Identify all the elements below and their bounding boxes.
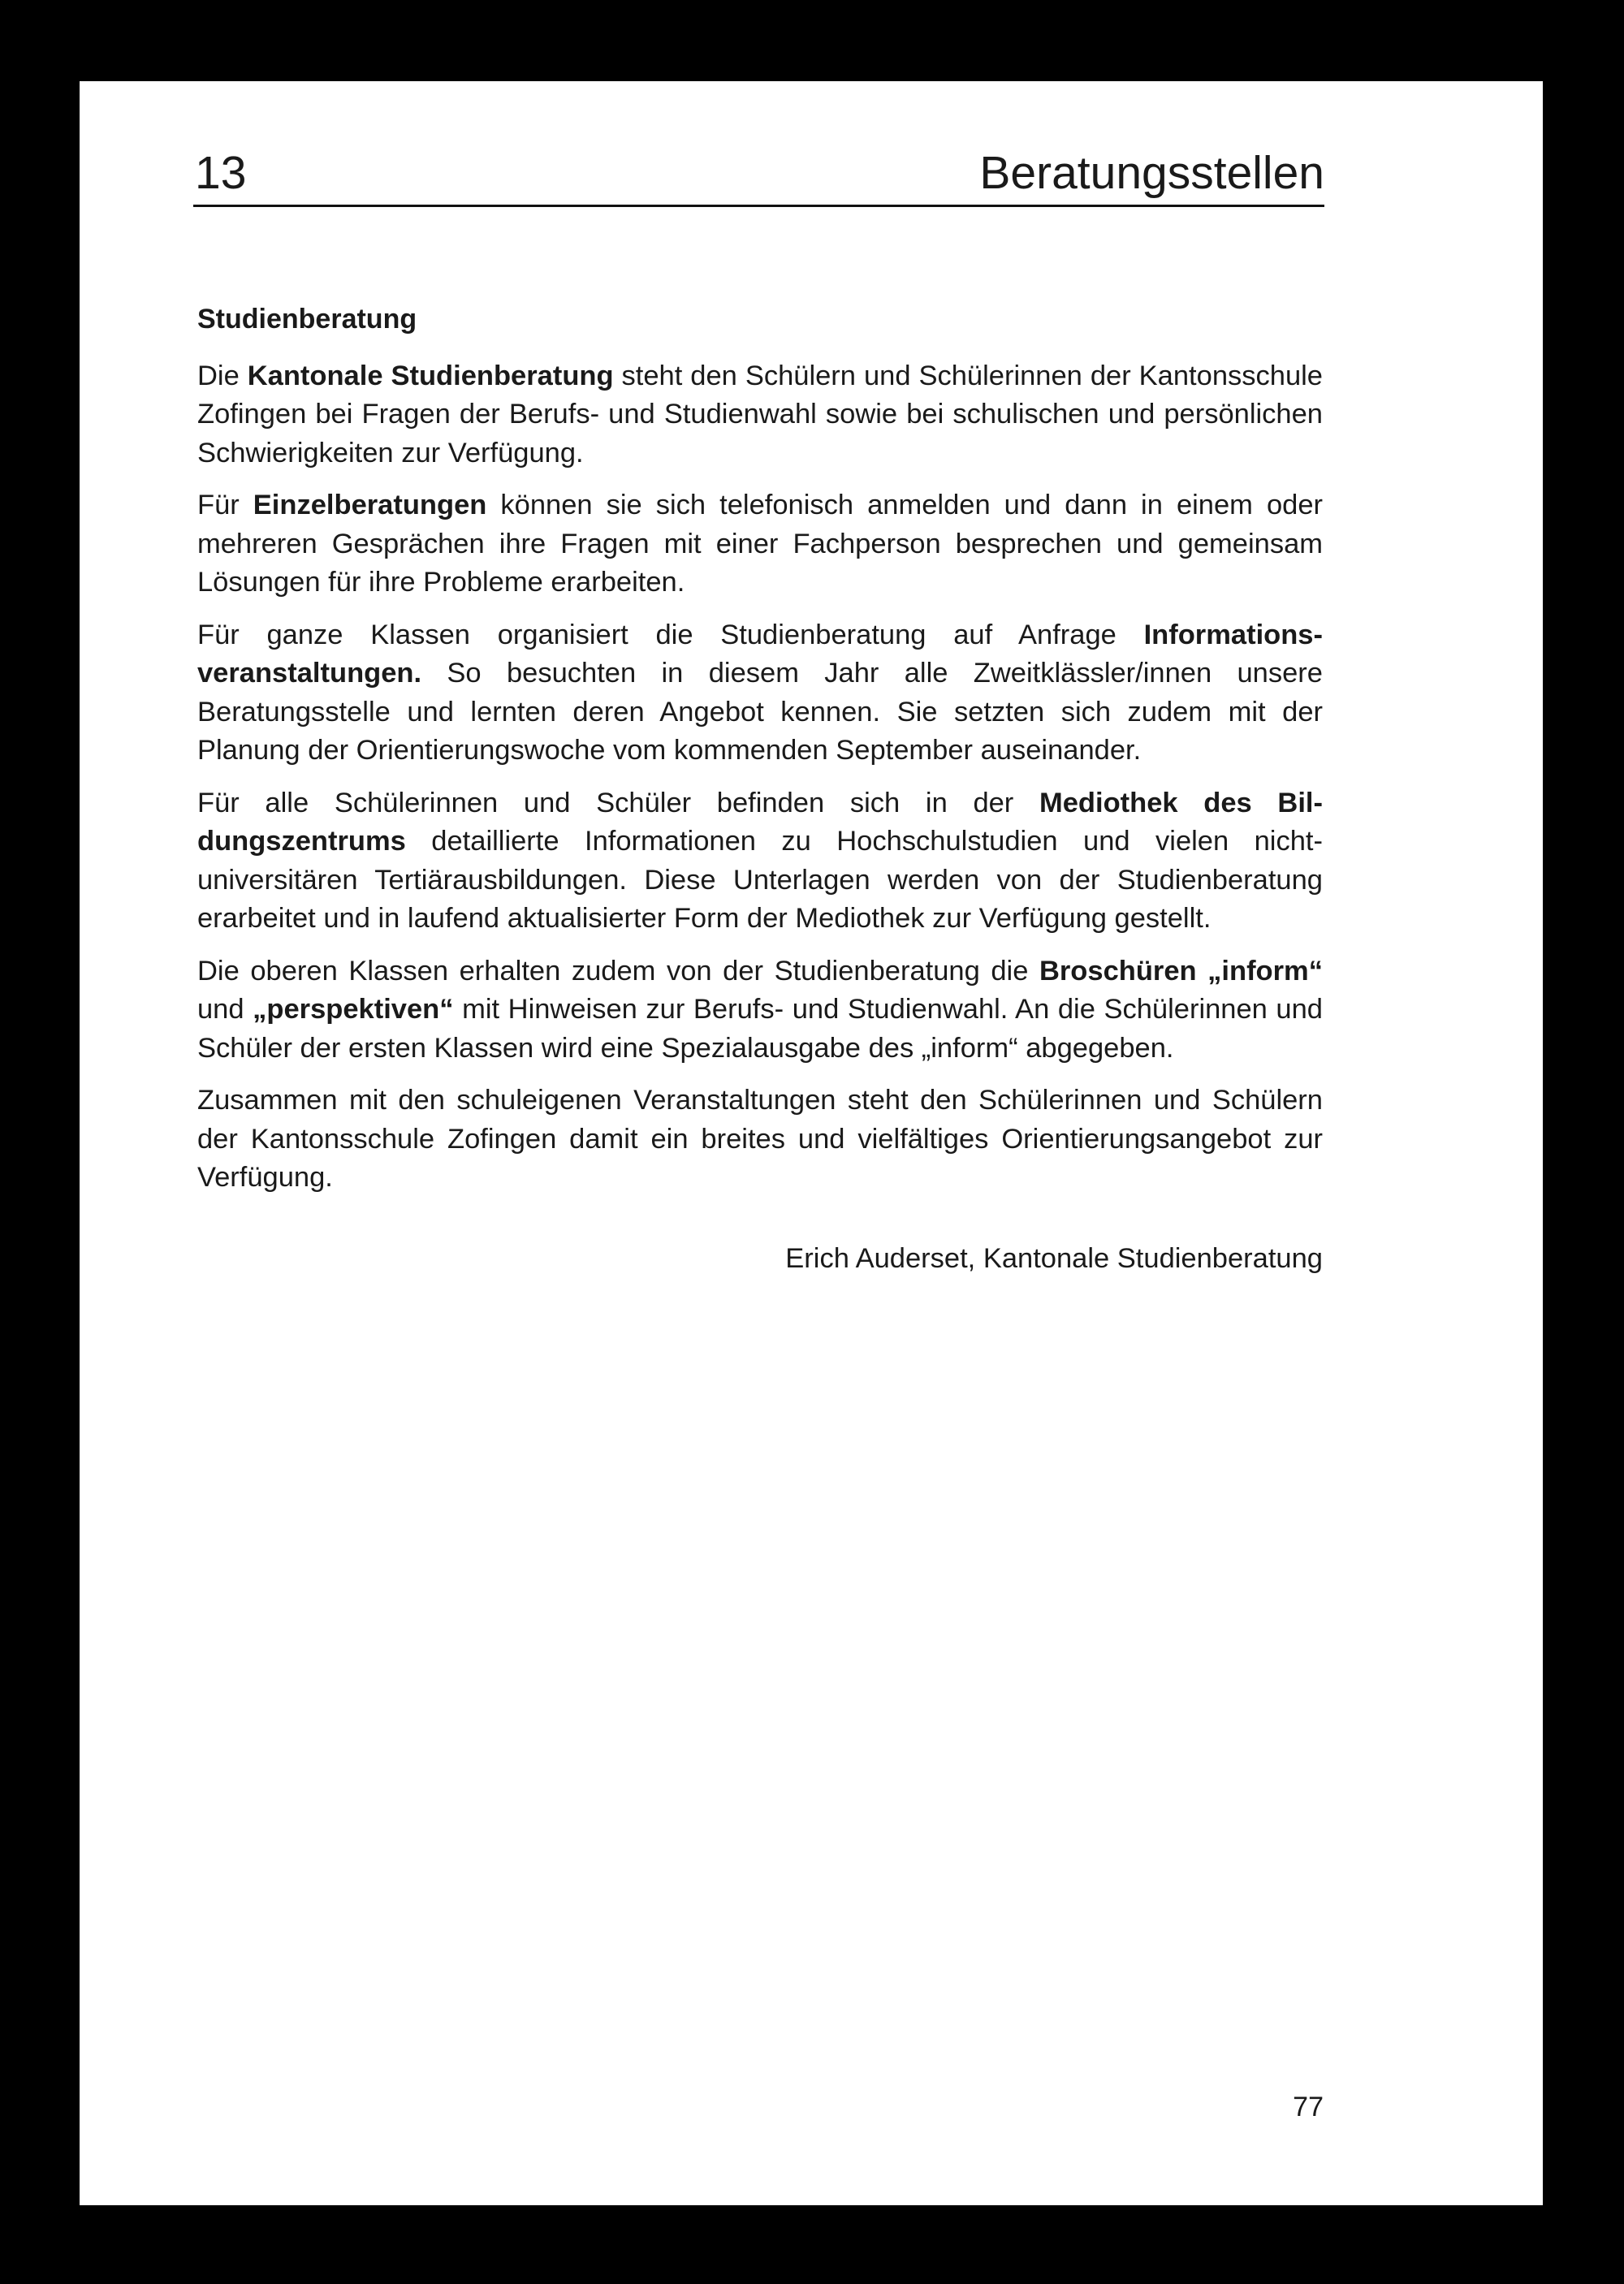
text-run: Die — [197, 360, 248, 391]
text-run: detaillierte Informationen zu Hochschulstudien und vielen nicht-universitären Tertiärausbildungen. Diese Unterlagen werden von der Studienberatung erarbeitet und in laufend aktualisierter Form der Mediothek zur Verfügung gestellt. — [197, 826, 1323, 934]
text-run: Die oberen Klassen erhalten zudem von der Studienberatung die — [197, 955, 1039, 987]
bold-term: Einzelberatungen — [253, 490, 487, 520]
bold-term: Mediothek des Bildungszentrums — [197, 787, 1323, 857]
chapter-title: Beratungsstellen — [979, 147, 1324, 199]
chapter-number: 13 — [195, 147, 247, 199]
text-run: Zusammen mit den schuleigenen Veranstaltungen steht den Schülerinnen und Schülern der Kantonsschule Zofingen damit ein breites und vielfältiges Orientierungsangebot zur Verfügung. — [197, 1085, 1323, 1193]
signature: Erich Auderset, Kantonale Studienberatung — [785, 1242, 1323, 1274]
text-run: Für ganze Klassen organisiert die Studienberatung auf Anfrage — [197, 619, 1144, 650]
bold-term: „perspektiven“ — [253, 994, 454, 1025]
section-heading: Studienberatung — [197, 304, 417, 335]
text-run: können sie sich telefonisch anmelden und dann in einem oder mehreren Gesprächen ihre Fragen mit einer Fachperson besprechen und gemeinsam Lösungen für ihre Probleme erarbeiten. — [197, 490, 1323, 598]
paragraph-summary — [197, 1082, 1323, 1198]
text-run: und — [197, 994, 253, 1025]
paragraph-informationsveranstaltungen — [197, 616, 1323, 771]
paragraph-intro — [197, 357, 1323, 473]
page-header — [193, 138, 1324, 207]
text-run: Für alle Schülerinnen und Schüler befinden sich in der — [197, 787, 1039, 818]
text-run: So besuchten in diesem Jahr alle Zweitklässler/innen unsere Beratungsstelle und lernten deren Angebot kennen. Sie setzten sich zudem mit der Planung der Orientierungswoche vom kommenden September auseinander. — [197, 658, 1323, 766]
paragraph-einzelberatungen — [197, 486, 1323, 602]
main-content — [197, 300, 1323, 1278]
page-number: 77 — [1293, 2092, 1324, 2122]
paragraph-mediothek — [197, 784, 1323, 939]
text-run: steht den Schülern und Schülerinnen der Kantonsschule Zofingen bei Fragen der Berufs- und Studienwahl sowie bei schulischen und persönlichen Schwierigkeiten zur Verfügung. — [197, 360, 1323, 468]
bold-term: Broschüren „inform“ — [1039, 955, 1323, 987]
text-run: Für — [197, 490, 253, 520]
paragraph-broschueren — [197, 952, 1323, 1069]
bold-term: Informationsveranstaltungen. — [197, 619, 1323, 689]
text-run: mit Hinweisen zur Berufs- und Studienwahl. An die Schülerinnen und Schüler der ersten Klassen wird eine Spezialausgabe des „inform“ abgegeben. — [197, 994, 1323, 1064]
bold-term: Kantonale Studienberatung — [247, 360, 614, 391]
